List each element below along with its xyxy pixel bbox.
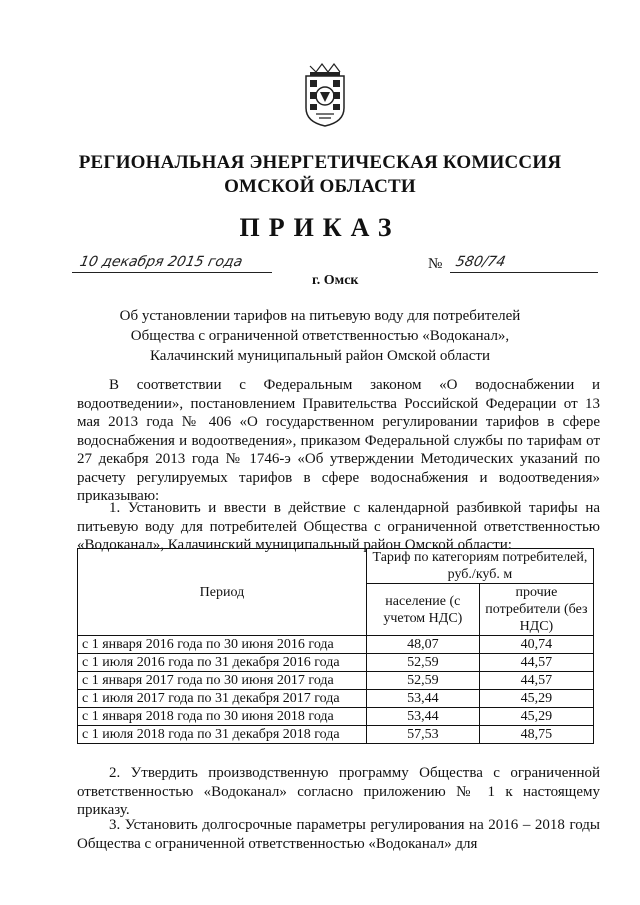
order-number-label: № — [428, 256, 443, 272]
order-subject — [90, 306, 550, 366]
number-underline — [450, 272, 598, 273]
row-population: 57,53 — [366, 726, 479, 744]
header-tariff-group: Тариф по категориям потребителей, руб./куб. м — [366, 549, 593, 584]
row-period: с 1 января 2016 года по 30 июня 2016 года — [78, 636, 367, 654]
item3-paragraph: 3. Установить долгосрочные параметры регулирования на 2016 – 2018 годы Общества с ограниченной ответственностью «Водоканал» для — [77, 817, 600, 852]
row-period: с 1 июля 2017 года по 31 декабря 2017 года — [78, 690, 367, 708]
row-other: 45,29 — [479, 690, 593, 708]
table-row — [78, 672, 594, 690]
row-period: с 1 января 2017 года по 30 июня 2017 года — [78, 672, 367, 690]
document-title: ПРИКАЗ — [239, 213, 401, 242]
date-underline — [72, 272, 272, 273]
org-name-line2: ОМСКОЙ ОБЛАСТИ — [224, 176, 416, 197]
row-population: 48,07 — [366, 636, 479, 654]
order-number-handwritten: 580/74 — [454, 254, 507, 270]
item2-paragraph: 2. Утвердить производственную программу Общества с ограниченной ответственностью «Водоканал» согласно приложению № 1 к настоящему приказу. — [77, 765, 600, 818]
header-period: Период — [78, 549, 367, 636]
row-period: с 1 июля 2018 года по 31 декабря 2018 года — [78, 726, 367, 744]
row-population: 53,44 — [366, 708, 479, 726]
table-row — [78, 636, 594, 654]
preamble-paragraph: В соответствии с Федеральным законом «О водоснабжении и водоотведении», постановлением Правительства Российской Федерации от 13 мая 2013 года № 406 «О государственном регулировании тарифов в сфере водоснабжения и водоотведения», приказом Федеральной службы по тарифам от 27 декабря 2013 года № 1746-э «Об утверждении Методических указаний по расчету регулируемых тарифов в сфере водоснабжения и водоотведения» приказываю: — [77, 377, 600, 504]
header-population: население (с учетом НДС) — [366, 584, 479, 636]
row-period: с 1 июля 2016 года по 31 декабря 2016 года — [78, 654, 367, 672]
table-row — [78, 708, 594, 726]
item1-paragraph: 1. Установить и ввести в действие с календарной разбивкой тарифы на питьевую воду для потребителей Общества с ограниченной ответственностью «Водоканал», Калачинский муниципальный район Омской области: — [77, 500, 600, 553]
org-name-line1: РЕГИОНАЛЬНАЯ ЭНЕРГЕТИЧЕСКАЯ КОМИССИЯ — [78, 152, 562, 173]
row-other: 44,57 — [479, 672, 593, 690]
tariff-table — [77, 548, 594, 744]
row-population: 53,44 — [366, 690, 479, 708]
table-row — [78, 654, 594, 672]
row-population: 52,59 — [366, 672, 479, 690]
order-date-handwritten: 10 декабря 2015 года — [78, 254, 244, 270]
row-other: 45,29 — [479, 708, 593, 726]
row-population: 52,59 — [366, 654, 479, 672]
subject-line3: Калачинский муниципальный район Омской области — [149, 348, 490, 364]
row-other: 44,57 — [479, 654, 593, 672]
table-row — [78, 690, 594, 708]
coat-of-arms-icon — [302, 62, 348, 128]
header-other: прочие потребители (без НДС) — [479, 584, 593, 636]
row-period: с 1 января 2018 года по 30 июня 2018 года — [78, 708, 367, 726]
city: г. Омск — [312, 273, 359, 288]
row-other: 40,74 — [479, 636, 593, 654]
subject-line2: Общества с ограниченной ответственностью «Водоканал», — [130, 328, 510, 344]
subject-line1: Об установлении тарифов на питьевую воду для потребителей — [119, 308, 521, 324]
row-other: 48,75 — [479, 726, 593, 744]
table-row — [78, 726, 594, 744]
